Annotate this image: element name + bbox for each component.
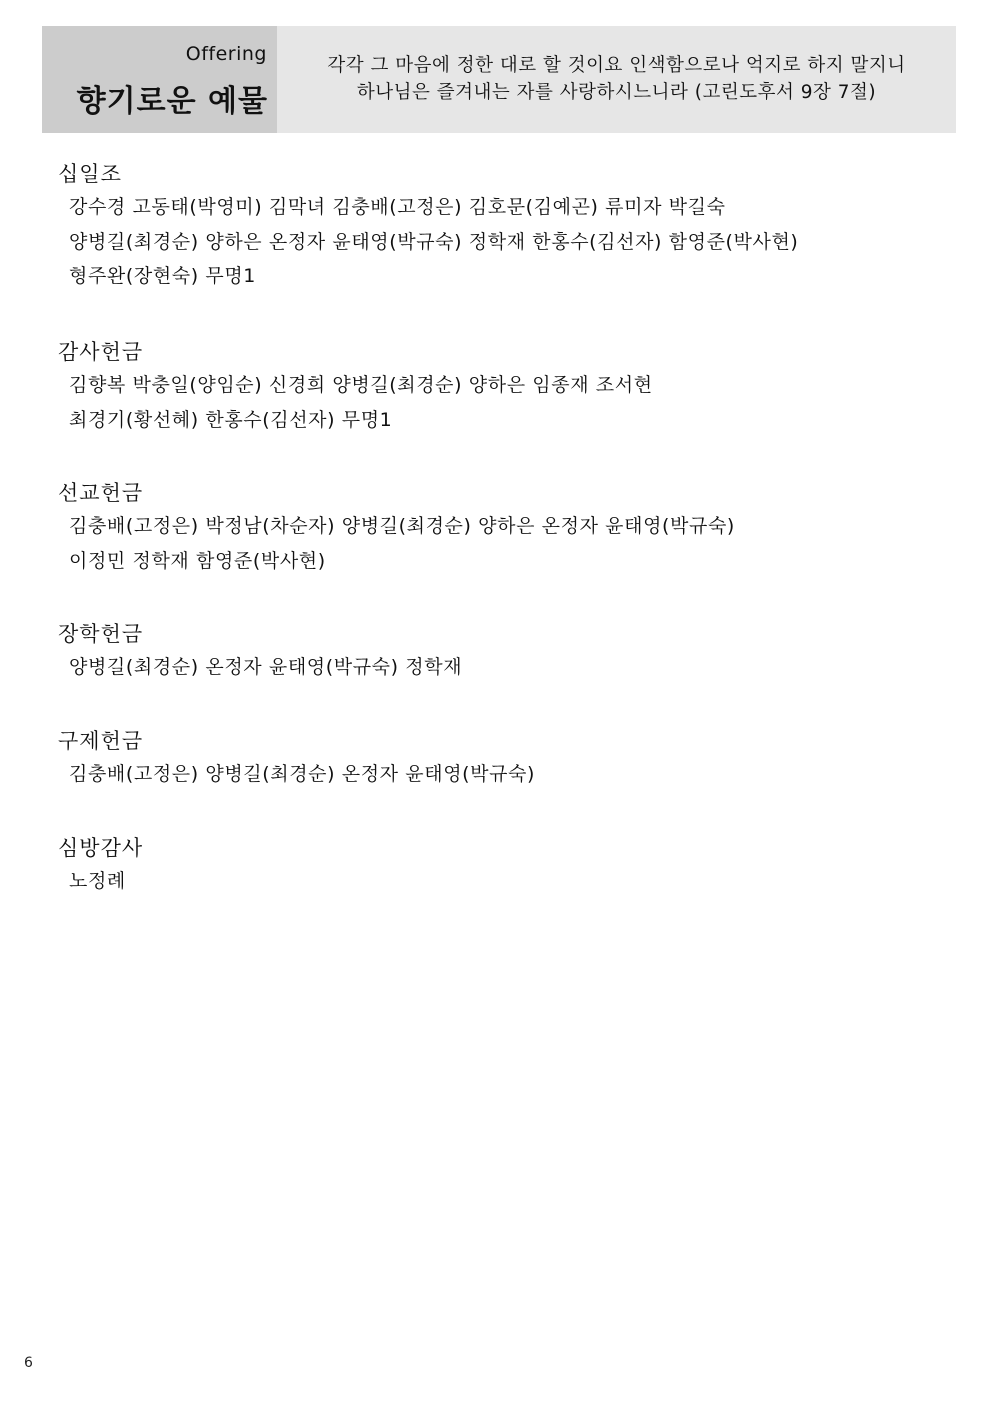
section-title: 장학헌금 <box>58 622 144 646</box>
donor-line: 양병길(최경순) 양하은 온정자 윤태영(박규숙) 정학재 한홍수(김선자) 함영준(박사현) <box>69 230 799 253</box>
section-title: 구제헌금 <box>58 729 144 753</box>
donor-line: 이정민 정학재 함영준(박사현) <box>69 549 326 572</box>
section-thanksgiving <box>58 336 938 477</box>
page-number: 6 <box>24 1355 33 1371</box>
section-relief <box>58 725 938 832</box>
section-title: 십일조 <box>58 162 122 186</box>
header-title-english: Offering <box>185 43 267 65</box>
header-title-korean: 향기로운 예물 <box>76 84 268 119</box>
section-mission <box>58 477 938 618</box>
donor-line: 김충배(고정은) 박정남(차순자) 양병길(최경순) 양하은 온정자 윤태영(박규숙) <box>69 515 735 537</box>
section-title: 선교헌금 <box>58 481 144 505</box>
section-title: 심방감사 <box>58 836 144 860</box>
offering-header <box>42 26 956 133</box>
donor-line: 노정례 <box>69 870 126 892</box>
donor-line: 최경기(황선혜) 한홍수(김선자) 무명1 <box>69 408 393 431</box>
section-visitation-thanks <box>58 832 938 899</box>
section-scholarship <box>58 618 938 725</box>
scripture-verse <box>277 52 956 106</box>
donor-line: 형주완(장현숙) 무명1 <box>69 265 256 287</box>
verse-line: 하나님은 즐겨내는 자를 사랑하시느니라 (고린도후서 9장 7절) <box>356 82 877 103</box>
offering-sections <box>58 158 938 899</box>
donor-line: 김충배(고정은) 양병길(최경순) 온정자 윤태영(박규숙) <box>69 763 536 785</box>
section-tithe <box>58 158 938 336</box>
verse-line: 각각 그 마음에 정한 대로 할 것이요 인색함으로나 억지로 하지 말지니 <box>327 55 906 76</box>
donor-line: 김향복 박충일(양임순) 신경희 양병길(최경순) 양하은 임종재 조서현 <box>69 374 653 396</box>
donor-line: 강수경 고동태(박영미) 김막녀 김충배(고정은) 김호문(김예곤) 류미자 박길숙 <box>69 196 726 218</box>
donor-line: 양병길(최경순) 온정자 윤태영(박규숙) 정학재 <box>69 656 463 678</box>
section-title: 감사헌금 <box>58 340 144 364</box>
header-title-box <box>42 26 277 133</box>
